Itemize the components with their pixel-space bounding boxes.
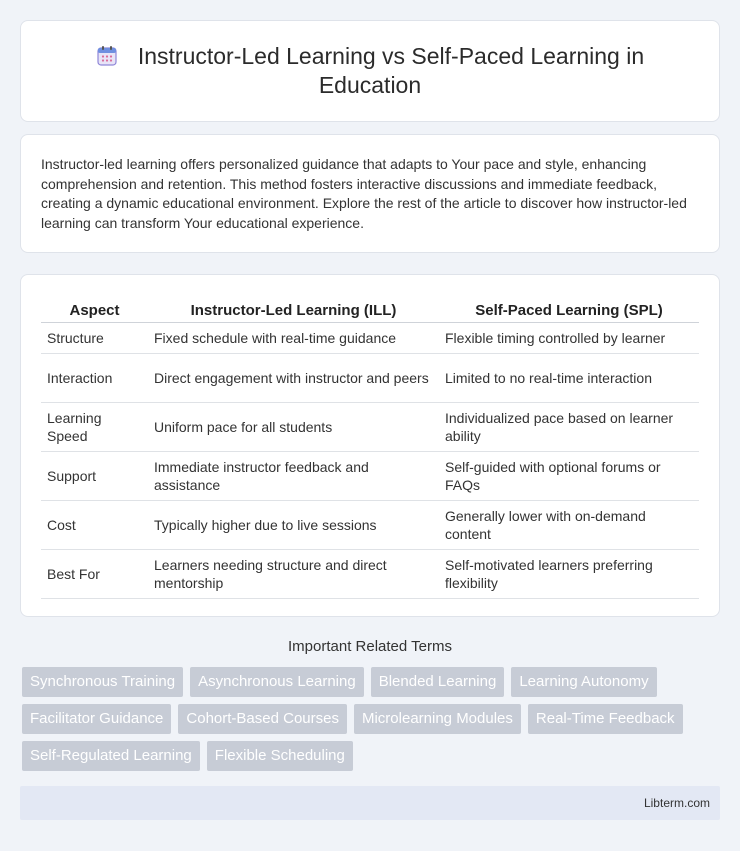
comparison-card bbox=[20, 274, 720, 617]
tag-self-regulated-learning[interactable]: Self-Regulated Learning bbox=[22, 741, 200, 771]
tag-flexible-scheduling[interactable]: Flexible Scheduling bbox=[207, 741, 353, 771]
tag-microlearning-modules[interactable]: Microlearning Modules bbox=[354, 704, 521, 734]
tag-cohort-based-courses[interactable]: Cohort-Based Courses bbox=[178, 704, 347, 734]
footer-site-link[interactable]: Libterm.com bbox=[643, 796, 710, 810]
tag-blended-learning[interactable]: Blended Learning bbox=[371, 667, 505, 697]
spl-cell: Self-motivated learners preferring flexibility bbox=[439, 549, 699, 598]
aspect-cell: Structure bbox=[41, 322, 148, 353]
aspect-cell: Cost bbox=[41, 500, 148, 549]
table-row bbox=[41, 322, 699, 353]
intro-card bbox=[20, 134, 720, 253]
header-ill: Instructor-Led Learning (ILL) bbox=[148, 295, 439, 322]
ill-cell: Uniform pace for all students bbox=[148, 402, 439, 451]
aspect-cell: Best For bbox=[41, 549, 148, 598]
header-spl: Self-Paced Learning (SPL) bbox=[439, 295, 699, 322]
title-card bbox=[20, 20, 720, 122]
tag-real-time-feedback[interactable]: Real-Time Feedback bbox=[528, 704, 683, 734]
page-title-wrap bbox=[61, 42, 679, 100]
spl-cell: Flexible timing controlled by learner bbox=[439, 322, 699, 353]
spl-cell: Self-guided with optional forums or FAQs bbox=[439, 451, 699, 500]
tag-synchronous-training[interactable]: Synchronous Training bbox=[22, 667, 183, 697]
table-row bbox=[41, 402, 699, 451]
aspect-cell: Support bbox=[41, 451, 148, 500]
table-header-row bbox=[41, 295, 699, 322]
aspect-cell: Learning Speed bbox=[41, 402, 148, 451]
spl-cell: Limited to no real-time interaction bbox=[439, 353, 699, 402]
aspect-cell: Interaction bbox=[41, 353, 148, 402]
footer bbox=[20, 786, 720, 820]
ill-cell: Typically higher due to live sessions bbox=[148, 500, 439, 549]
spl-cell: Individualized pace based on learner ability bbox=[439, 402, 699, 451]
intro-text: Instructor-led learning offers personalized guidance that adapts to Your pace and style, enhancing comprehension and retention. This method fosters interactive discussions and immediate feedback, creating a dynamic educational environment. Explore the rest of the article to discover how instructor-led learning can transform Your educational experience. bbox=[41, 156, 687, 231]
ill-cell: Learners needing structure and direct mentorship bbox=[148, 549, 439, 598]
tag-learning-autonomy[interactable]: Learning Autonomy bbox=[511, 667, 656, 697]
ill-cell: Fixed schedule with real-time guidance bbox=[148, 322, 439, 353]
spl-cell: Generally lower with on-demand content bbox=[439, 500, 699, 549]
ill-cell: Immediate instructor feedback and assistance bbox=[148, 451, 439, 500]
comparison-table bbox=[41, 295, 699, 599]
ill-cell: Direct engagement with instructor and peers bbox=[148, 353, 439, 402]
table-row bbox=[41, 353, 699, 402]
table-row bbox=[41, 549, 699, 598]
related-terms-list bbox=[20, 667, 720, 771]
table-row bbox=[41, 451, 699, 500]
page-title: Instructor-Led Learning vs Self-Paced Learning in Education bbox=[137, 43, 645, 98]
header-aspect: Aspect bbox=[41, 295, 148, 322]
table-row bbox=[41, 500, 699, 549]
related-terms-heading: Important Related Terms bbox=[288, 638, 452, 655]
tag-asynchronous-learning[interactable]: Asynchronous Learning bbox=[190, 667, 364, 697]
tag-facilitator-guidance[interactable]: Facilitator Guidance bbox=[22, 704, 171, 734]
calendar-icon bbox=[96, 45, 118, 67]
